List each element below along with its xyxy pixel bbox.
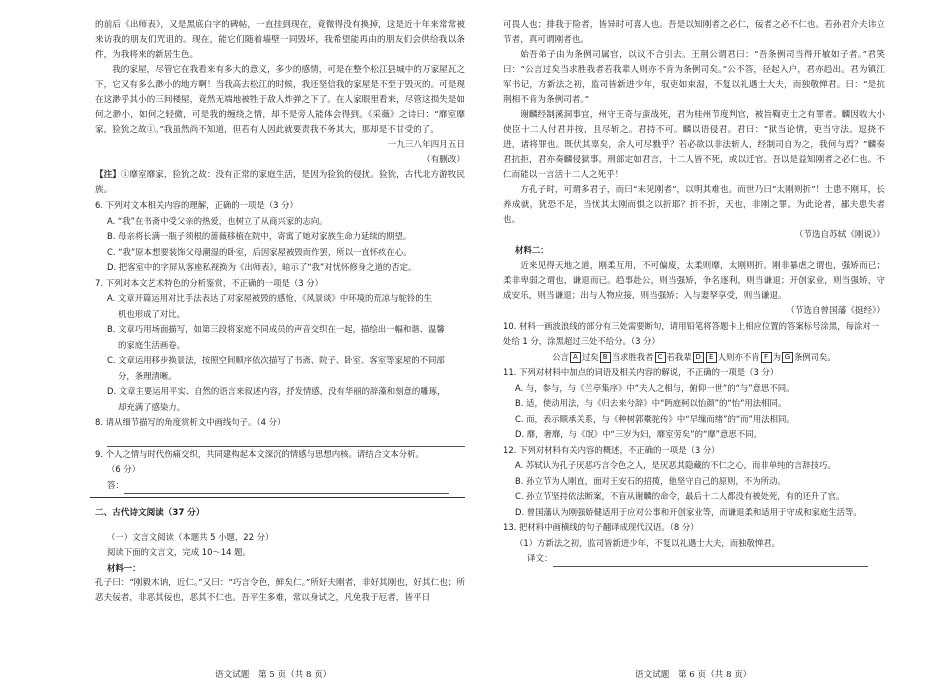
break-box-e[interactable]: E (706, 352, 717, 363)
q12-option-c[interactable]: C. 孙立节坚持依法断案，不盲从谢麟的命令，最后十二人都没有被处死，有的还升了官。 (515, 491, 845, 501)
page-footer-left: 语文试题 第 5 页（共 8 页） (215, 670, 332, 680)
question-10: 10. 材料一画波浪线的部分有三处需要断句，请用铅笔将答题卡上相应位置的答案标号涂黑，每涂对一处给 1 分，涂黑超过三处不给分。（3 分） (503, 320, 880, 346)
footnote-label: 【注】 (95, 170, 121, 180)
section-divider (90, 497, 465, 498)
question-11: 11. 下列对材料中加点的词语及相关内容的解说，不正确的一项是（3 分） (503, 367, 779, 377)
answer-area-q9[interactable] (95, 478, 465, 494)
q11-option-a[interactable]: A. 与，参与，与《兰亭集序》中“夫人之相与，俯仰一世”的“与”意思不同。 (515, 382, 795, 393)
passage-paragraph: 的前后《出师表》，又是黑底白字的碑帖，一直挂到现在，竟微得没有换掉，这是近十年来常常被来访我的朋友们咒诅的。现在，能它们随着墙壁一同毁坏，我希望能再由的朋友们会供给我以条件，为我将来的新居生色。 (95, 20, 465, 60)
answer-line[interactable] (124, 481, 449, 494)
q10-sentence: 公言 A 过矣 B 当求胜我者 C 若我辈 D E 人则亦不肯 F 为 G 条例司矣。 (552, 351, 836, 362)
passage-date: 一九三八年四月五日 (387, 140, 465, 150)
q12-option-b[interactable]: B. 孙立节为人刚直，面对王安石的招揽，他坚守自己的原则，不为所动。 (515, 475, 786, 486)
source-2: （节选自曾国藩《挺经》） (786, 305, 885, 316)
passage-paragraph: 我的家屋，尽管它在我看来有多大的意义，多少的感情，可是在整个松江县城中的万家屋瓦之下，它又有多么渺小的地方啊！当我高去松江的时候，我还坚信我的家屋是不至于毁灭的。可是现在这渺乎其小的三间楼屋，竟然无端地被牲于敌人炸弹之下了。在人家眼里看来，尽管这损失是如何之渺小，如何之轻微，可是我的缠绕之情，却不是旁人能体会得到。《采薇》之诗曰：“靡室靡家，猃狁之故①。”我虽然尚不知道，但若有人因此就要责我不务其大，那却是不甘受的了。 (95, 65, 465, 135)
question-12: 12. 下列对材料有关内容的概述，不正确的一项是（3 分） (503, 444, 720, 455)
q11-option-c[interactable]: C. 而，表示顺承关系，与《种树郭橐驼传》中“早缫而绪”的“而”用法相同。 (515, 413, 795, 424)
answer-line-q8[interactable] (107, 431, 465, 447)
q12-option-a[interactable]: A. 苏轼认为孔子厌恶巧言令色之人，是厌恶其隐藏的不仁之心，而非单纯的言辞技巧。 (515, 460, 836, 470)
q6-option-b[interactable]: B. 母亲将长满一瓶子须根的蔷薇移植在院中，寄寓了她对家族生命力延续的期望。 (107, 231, 412, 241)
break-box-c[interactable]: C (655, 352, 666, 363)
q6-option-d[interactable]: D. 把客室中的字屏从客座私视换为《出师表》，暗示了“我”对忧怀修身之道的否定。 (107, 262, 417, 272)
q11-option-b[interactable]: B. 适，使动用法，与《归去来兮辞》中“眄庭柯以怡颜”的“怡”用法相同。 (515, 398, 787, 408)
instruction: 阅读下面的文言文，完成 10～14 题。 (107, 547, 251, 558)
break-box-b[interactable]: B (600, 352, 611, 363)
q7-option-d[interactable]: D. 文章主要运用平实、自然的语言来叙述内容，抒发情感，没有华丽的辞藻和刻意的雕琢， 却充满了感染力。 (107, 386, 446, 412)
answer-label: 答： (107, 480, 125, 491)
material-2-label: 材料二： (515, 245, 549, 255)
break-box-a[interactable]: A (570, 352, 581, 363)
translation-label: 译文： (527, 554, 553, 564)
break-box-g[interactable]: G (782, 352, 793, 363)
q6-option-c[interactable]: C. “我”原本想要装饰父母潮湿的卧室，后因家屋被毁而作罢，所以一直怀疚在心。 (107, 246, 412, 257)
material-1-text: 孔子曰：“刚毅木讷，近仁。”又曰：“巧言令色，鲜矣仁。”所好夫刚者，非好其刚也，好其仁也；所恶夫佞者，非恶其佞也，恶其不仁也。吾平生多难，常以身试之，凡免我于厄者，皆平日 (95, 578, 465, 604)
break-box-f[interactable]: F (761, 352, 772, 363)
passage-paragraph: 始吾弟子由为条例司属官，以议不合引去。王荆公谓君曰：“吾条例司当得开敏如子者。”君笑曰：“公言过矣当求胜我者若我辈人则亦不肯为条例司矣。”公不答，径起入户，君亦趋出。君为镇江军书记，方新法之初，监司皆新进少年，驭吏如束湿，不复以礼遇士大夫，而独敬惮君。曰：“是抗荆相不肯为条例司者。” (503, 50, 885, 105)
passage-paragraph: 可畏人也；排我于险者，皆异时可喜人也。吾是以知刚者之必仁，佞者之必不仁也。若孙君介夫讳立节者，真可谓刚者也。 (503, 20, 885, 45)
q13-sentence-1: （1）方新法之初，监司皆新进少年，不复以礼遇士大夫，而独敬惮君。 (515, 537, 780, 548)
translation-line[interactable] (553, 554, 868, 567)
passage-paragraph: 谢麟经制溪洞事宜，州守王奇与蛮战死，君为桂州节度判官，被旨鞫吏士之有罪者。麟因收大小使臣十二人付君并按，且尽斩之。君持不可。麟以语侵君。君曰：“狱当论情，吏当守法。逗挠不进，诸将罪也。既伏其辜矣，余人可尽戮乎？若必欲以非法斩人，经制司自为之，我何与焉？”麟奏君抗拒，君亦奏麟侵狱事。刑部定如君言，十二人皆不死，或以迁官。吾以是益知刚者之必仁也。不仁而能以一言活十二人之死乎！ (503, 110, 885, 180)
material-1-label: 材料一： (107, 562, 141, 573)
subsection-heading: （一）文言文阅读（本题共 5 小题，22 分） (107, 531, 274, 542)
translation-area[interactable] (503, 551, 885, 567)
q7-option-a[interactable]: A. 文章开篇运用对比手法表达了对家屋被毁的感怆，《风景谈》中环境的荒凉与鸵铃的生 机也形成了对比。 (107, 293, 432, 319)
question-8: 8. 请从细节描写的角度赏析文中画线句子。（4 分） (95, 417, 286, 427)
question-13: 13. 把材料中画横线的句子翻译成现代汉语。（8 分） (503, 522, 699, 532)
q9-score: （6 分） (107, 464, 141, 474)
q11-option-d[interactable]: D. 靡，奢靡，与《氓》中“三岁为妇，靡室劳矣”的“靡”意思不同。 (515, 429, 762, 439)
question-9: 9. 个人之情与时代伤痛交织，共同建构起本文深沉的情感与思想内核。请结合文本分析。 (95, 448, 424, 459)
page-footer-right: 语文试题 第 6 页（共 8 页） (635, 670, 752, 680)
source-1: （节选自苏轼《刚说》） (794, 230, 885, 240)
passage-source: （有删改） (422, 155, 465, 165)
footnote-text: ①靡室靡家，猃狁之故：没有正常的家庭生活，是因为猃狁的侵扰。猃狁，古代北方游牧民族。 (95, 170, 465, 195)
right-page (475, 0, 950, 688)
section-heading: 二、古代诗文阅读（37 分） (95, 508, 205, 519)
question-7: 7. 下列对本文艺术特色的分析鉴赏，不正确的一项是（3 分） (95, 277, 324, 288)
break-box-d[interactable]: D (693, 352, 704, 363)
question-6: 6. 下列对文本相关内容的理解，正确的一项是（3 分） (95, 200, 298, 210)
material-2-text: 近来见得天地之道，刚柔互用，不可偏废，太柔则靡，太刚则折。刚非暴虐之谓也，强矫而已；柔非卑弱之谓也，谦退而已。趋事赴公，则当强矫，争名逐利，则当谦退；开创家业，则当强矫，守成安乐，则当谦退；出与人物应接，则当强矫；入与妻孥享受，则当谦退。 (503, 260, 885, 301)
q7-option-b[interactable]: B. 文章巧用场面描写，如第三段将家庭不同成员的声音交织在一起，描绘出一幅和谐、温馨 的家庭生活画卷。 (107, 324, 445, 350)
q6-option-a[interactable]: A. “我”在书斋中受父亲的热爱，也树立了从商兴家的志向。 (107, 215, 328, 226)
passage-paragraph: 方孔子时，可谓多君子，而曰“未见刚者”，以明其难也。而世乃曰“太刚则折”！士患不刚耳，长养成就，犹恐不足，当忧其太刚而惧之以折耶？折不折，天也，非刚之罪。为此论者，鄙夫患失者也。 (503, 185, 885, 225)
q12-option-d[interactable]: D. 曾国藩认为刚强娇健适用于应对公事和开创家业等，而谦退柔和适用于守成和家庭生活等。 (515, 506, 862, 517)
footnote (95, 168, 465, 198)
q7-option-c[interactable]: C. 文章运用移步换景法，按照空间顺序依次描写了书斋、院子、卧室、客室等家屋的不同部 分，条理清晰。 (107, 355, 445, 381)
